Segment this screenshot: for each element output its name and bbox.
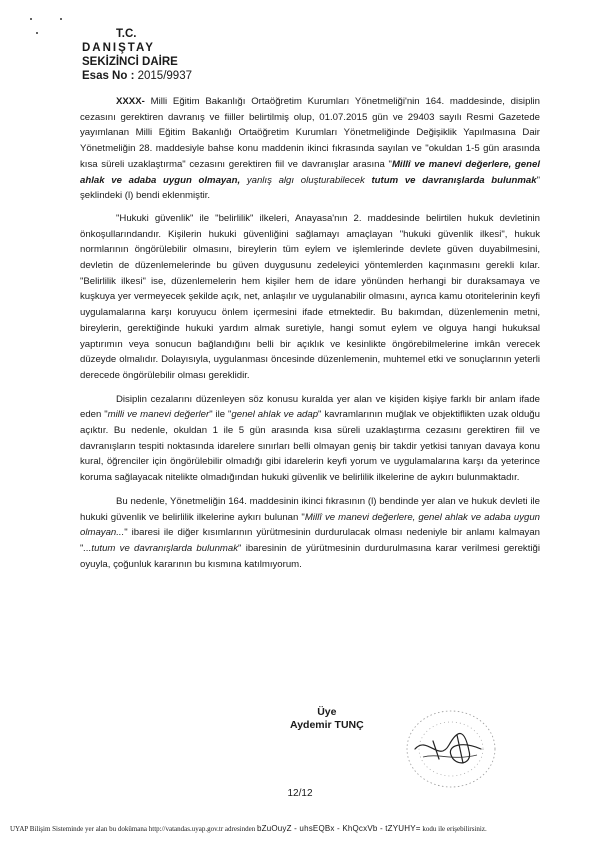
dissent-text [80, 94, 540, 580]
paragraph-1-part: " şeklindeki (l) bendi eklenmiştir. [80, 174, 540, 202]
paragraph-4-part: " ibaresi ile diğer kısımlarının yürütmesinin durdurulacak olması nedeniyle bir anlamı kalmayan " [80, 527, 540, 554]
verification-code: bZuOuyZ - uhsEQBx - KhQcxVb - tZYUHY= [256, 824, 421, 833]
chamber-name: SEKİZİNCİ DAİRE [82, 56, 178, 68]
quoted-clause: ...tutum ve davranışlarda bulunmak [83, 542, 239, 554]
paragraph-2: "Hukuki güvenlik" ile "belirlilik" ilkeleri, Anayasa'nın 2. maddesinde belirtilen hukuk devletinin önkoşullarındandır. Kişilerin hukuki güvenliğini sağlamayı amaçlayan "hukuki güvenlik ilkesi", hukuk normlarının öngörülebilir olmasını, bireylerin tüm eylem ve işlemlerinde devlete güven duyabilmesini, devletin de düzenlemelerinde bu güven duygusunu zedeleyici yöntemlerden kaçınmasını gerekli kılar. "Belirlilik ilkesi" ise, düzenlemelerin hem kişiler hem de idare yönünden herhangi bir duraksamaya ve kuşkuya yer vermeyecek şekilde açık, net, anlaşılır ve uygulanabilir olmasını, ayrıca kamu otoritelerinin keyfi uygulamalarına karşı koruyucu önlem içermesini ifade etmektedir. Bu bakımdan, düzenlemenin metni, bireylerin, gerektiğinde hukuki yardım almak suretiyle, hangi somut eylem ve olguya hangi hukuksal yaptırımın veya sonucun bağlandığını belli bir açıklık ve kesinlikte öngörebilmelerine imkân verecek düzeyde olmalıdır. Dolayısıyla, uygulanması öncesinde düzenlemenin, muhtemel etki ve sonuçlarının yeterli derecede öngörülebilir olması gereklidir. [80, 212, 540, 381]
tc-label: T.C. [116, 28, 137, 40]
document-header [82, 27, 192, 83]
xxxx-marker: XXXX- [116, 96, 145, 107]
quoted-term: genel ahlak ve adap [231, 409, 319, 421]
paragraph-1-part: Milli Eğitim Bakanlığı Ortaöğretim Kurumları Yönetmeliği'nin 164. maddesinde, disiplin cezasını gerektiren davranış ve fiiller belirtilmiş olup, 01.07.2015 gün ve 29403 sayılı Resmi Gazetede yayımlanan Milli Eğitim Bakanlığı Ortaöğretim Kurumları Yönetmeliğinde Değişiklik Yapılmasına Dair Yönetmeliğin 28. maddesiyle bahse konu maddenin ikinci fıkrasında sayılan ve "okuldan 1-5 gün arasında kısa süreli uzaklaştırma" cezasını gerektiren fiil ve davranışlar arasına " [80, 96, 540, 170]
signer-title: Üye [317, 706, 337, 718]
signature-block [290, 706, 364, 732]
footer-text: UYAP Bilişim Sisteminde yer alan bu dokümana http://vatandas.uyap.gov.tr adresinden [10, 825, 256, 833]
paragraph-3-part: " kavramlarının muğlak ve objektiflikten uzak olduğu açıktır. Bu nedenle, okuldan 1 ile 5 gün arasında kısa süreli uzaklaştırma cezasını gerektiren fiil ve davranışların tespiti noktasında idarelere sınırları belli olmayan geniş bir takdir yetkisi tanıyan davaya konu kural, öğrenciler için öngörülebilir olmadığı gibi idarelerin keyfi yorum ve uygulamalarına karşı da yeterince koruma sağlayacak nitelikte olmadığından hukuki güvenlik ve belirlilik ilkelerine de aykırı bulunmaktadır. [80, 409, 540, 484]
paragraph-1-part: yanlış algı oluşturabilecek [240, 174, 372, 186]
quoted-clause: tutum ve davranışlarda bulunmak [371, 174, 537, 186]
quoted-clause: Millî ve manevi değerlere, genel ahlak ve adaba uygun olmayan, [80, 158, 540, 186]
quoted-term: milli ve manevi değerler [107, 409, 210, 421]
esas-label: Esas No : [82, 70, 135, 82]
paragraph-3-part: Disiplin cezalarını düzenleyen söz konusu kuralda yer alan ve kişiden kişiye farklı bir anlam ifade eden " [80, 393, 540, 421]
signature-seal-icon [393, 705, 503, 793]
page-number: 12/12 [287, 788, 313, 799]
esas-value: 2015/9937 [137, 70, 192, 82]
paragraph-1 [80, 94, 540, 204]
uyap-footer [10, 824, 590, 834]
paragraph-4-part: Bu nedenle, Yönetmeliğin 164. maddesinin ikinci fıkrasının (l) bendinde yer alan ve hukuk devleti ile hukuki güvenlik ve belirlilik ilkelerine aykırı bulunan " [80, 495, 540, 523]
paragraph-4-part: " ibaresinin de yürütmesinin durdurulmasına karar verilmesi gerektiği oyuyla, çoğunluk kararının bu kısmına katılmıyorum. [80, 542, 540, 570]
footer-suffix: kodu ile erişebilirsiniz. [422, 825, 487, 833]
paragraph-3 [80, 392, 540, 486]
signer-name: Aydemir TUNÇ [290, 719, 364, 731]
esas-number [82, 69, 192, 83]
paragraph-4 [80, 494, 540, 573]
court-name: DANIŞTAY [82, 42, 155, 54]
quoted-clause: Millî ve manevi değerlere, genel ahlak ve adaba uygun olmayan... [80, 511, 540, 539]
paragraph-3-part: " ile " [209, 409, 232, 421]
